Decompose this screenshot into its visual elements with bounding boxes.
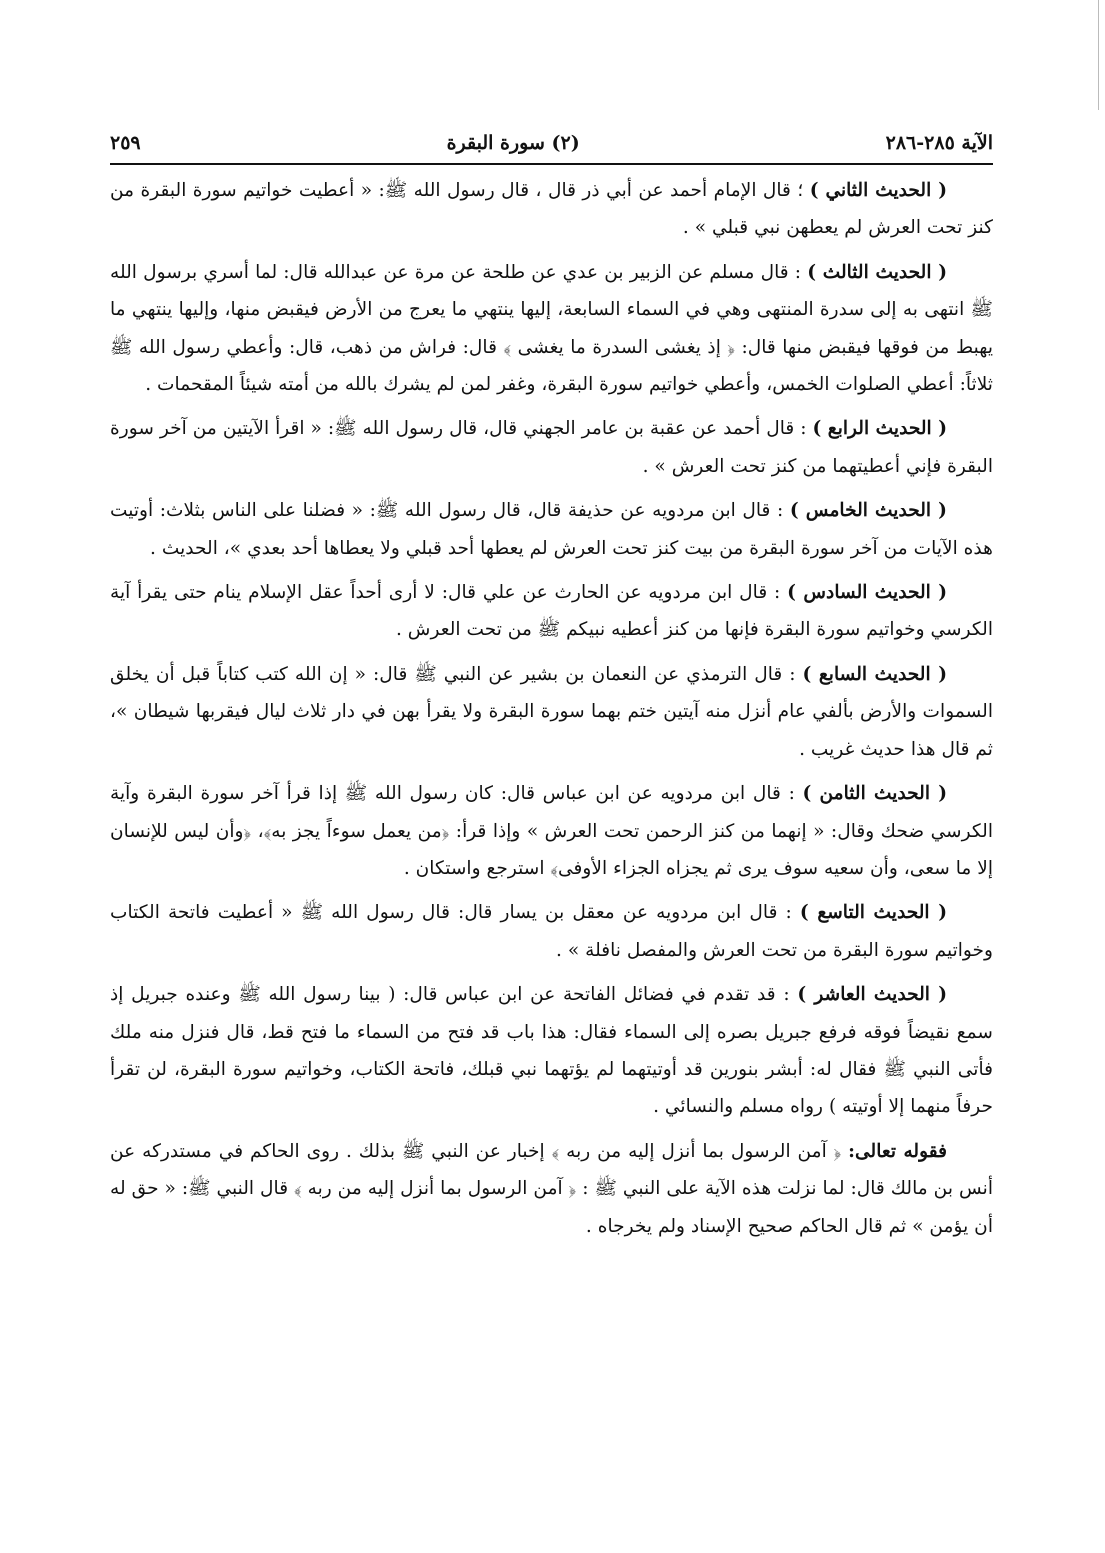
hadith-paragraph-6 — [110, 574, 993, 649]
hadith-paragraph-5 — [110, 492, 993, 567]
paragraph-text: ؛ قال الإمام أحمد عن أبي ذر قال ، قال رسول الله ﷺ: « أعطيت خواتيم سورة البقرة من كنز تحت العرش لم يعطهن نبي قبلي » . — [110, 180, 993, 239]
paragraph-heading: ( الحديث الثاني ) — [809, 180, 948, 201]
paragraph-heading: ( الحديث العاشر ) — [797, 984, 947, 1006]
paragraph-heading: فقوله تعالى: — [848, 1140, 947, 1162]
hadith-paragraph-4 — [110, 410, 993, 485]
surah-title: (٢) سورة البقرة — [446, 132, 580, 154]
hadith-paragraph-9 — [110, 894, 993, 969]
tafsir-paragraph — [110, 1133, 993, 1245]
paragraph-text: : قال ابن مردويه عن الحارث عن علي قال: لا أرى أحداً عقل الإسلام ينام حتى يقرأ آية الكرسي وخواتيم سورة البقرة فإنها من كنز أعطيه نبيكم ﷺ من تحت العرش . — [110, 582, 993, 641]
paragraph-heading: ( الحديث الثالث ) — [807, 261, 947, 283]
paragraph-text: : قال ابن مردويه عن حذيفة قال، قال رسول الله ﷺ: « فضلنا على الناس بثلاث: أوتيت هذه الآيات من آخر سورة البقرة من بيت كنز تحت العرش لم يعطها أحد قبلي ولا يعطاها أحد بعدي »، الحديث . — [110, 500, 993, 559]
paragraph-heading: ( الحديث الثامن ) — [802, 783, 948, 805]
paragraph-text: ﴿ آمن الرسول بما أنزل إليه من ربه ﴾ إخبار عن النبي ﷺ بذلك . روى الحاكم في مستدركه عن أنس بن مالك قال: لما نزلت هذه الآية على النبي ﷺ : ﴿ آمن الرسول بما أنزل إليه من ربه ﴾ قال النبي ﷺ: « حق له أن يؤمن » ثم قال الحاكم صحيح الإسناد ولم يخرجاه . — [110, 1140, 993, 1237]
hadith-paragraph-7 — [110, 656, 993, 768]
paragraph-text: : قد تقدم في فضائل الفاتحة عن ابن عباس قال: ( بينا رسول الله ﷺ وعنده جبريل إذ سمع نقيضاً فوقه فرفع جبريل بصره إلى السماء فقال: هذا باب قد فتح من السماء ما فتح قط، قال فنزل منه ملك فأتى النبي ﷺ فقال له: أبشر بنورين قد أوتيتهما لم يؤتهما نبي قبلك، فاتحة الكتاب، وخواتيم سورة البقرة، لن تقرأ حرفاً منهما إلا أوتيته ) رواه مسلم والنسائي . — [110, 984, 993, 1118]
paragraph-text: : قال الترمذي عن النعمان بن بشير عن النبي ﷺ قال: « إن الله كتب كتاباً قبل أن يخلق السموات والأرض بألفي عام أنزل منه آيتين ختم بهما سورة البقرة ولا يقرأ بهن في دار ثلاث ليال فيقربها شيطان »، ثم قال هذا حديث غريب . — [110, 663, 993, 760]
hadith-paragraph-3 — [110, 254, 993, 404]
paragraph-text: : قال ابن مردويه عن معقل بن يسار قال: قال رسول الله ﷺ « أعطيت فاتحة الكتاب وخواتيم سورة البقرة من تحت العرش والمفصل نافلة » . — [110, 902, 993, 961]
hadith-paragraph-8 — [110, 775, 993, 887]
paragraph-heading: ( الحديث السادس ) — [787, 582, 947, 604]
paragraph-text: : قال مسلم عن الزبير بن عدي عن طلحة عن مرة عن عبدالله قال: لما أسري برسول الله ﷺ انتهى به إلى سدرة المنتهى وهي في السماء السابعة، إليها ينتهي ما يعرج من الأرض فيقبض منها، وإليها ينتهي ما يهبط من فوقها فيقبض منها قال: ﴿ إذ يغشى السدرة ما يغشى ﴾ قال: فراش من ذهب، قال: وأعطي رسول الله ﷺ ثلاثاً: أعطي الصلوات الخمس، وأعطي خواتيم سورة البقرة، وغفر لمن لم يشرك بالله من أمته شيئاً المقحمات . — [110, 261, 993, 396]
hadith-paragraph-10 — [110, 976, 993, 1126]
paragraph-heading: ( الحديث التاسع ) — [799, 902, 947, 924]
page-header — [110, 126, 993, 160]
paragraph-heading: ( الحديث الخامس ) — [789, 500, 947, 522]
page-number: ٢٥٩ — [110, 132, 141, 154]
paragraph-text: : قال أحمد عن عقبة بن عامر الجهني قال، قال رسول الله ﷺ: « اقرأ الآيتين من آخر سورة البقرة فإني أعطيتهما من كنز تحت العرش » . — [110, 418, 993, 477]
margin-rule — [1098, 0, 1099, 110]
verse-range: الآية ٢٨٥-٢٨٦ — [885, 132, 993, 154]
paragraph-heading: ( الحديث السابع ) — [802, 663, 947, 685]
hadith-paragraph-2 — [110, 172, 993, 247]
page-body — [110, 172, 993, 1513]
header-rule — [110, 163, 993, 165]
paragraph-text: : قال ابن مردويه عن ابن عباس قال: كان رسول الله ﷺ إذا قرأ آخر سورة البقرة وآية الكرسي ضحك وقال: « إنهما من كنز الرحمن تحت العرش » وإذا قرأ: ﴿من يعمل سوءاً يجز به﴾، ﴿وأن ليس للإنسان إلا ما سعى، وأن سعيه سوف يرى ثم يجزاه الجزاء الأوفى﴾ استرجع واستكان . — [110, 783, 993, 879]
paragraph-heading: ( الحديث الرابع ) — [812, 418, 948, 440]
